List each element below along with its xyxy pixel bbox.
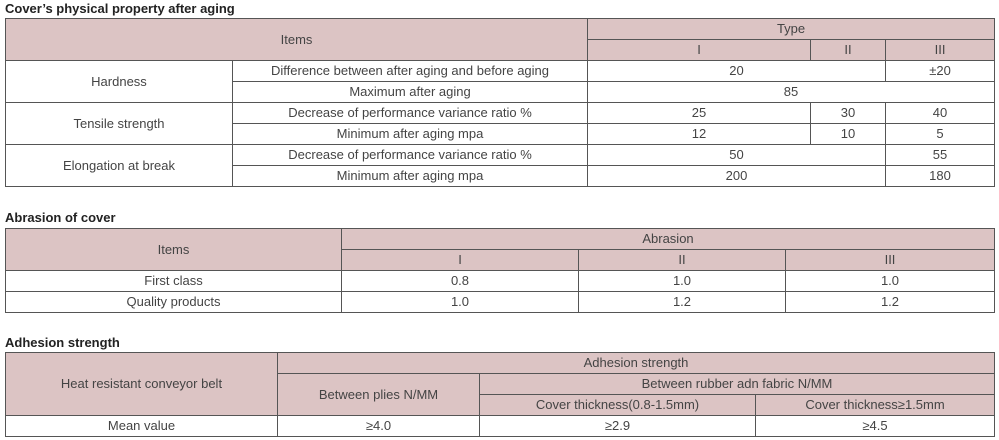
hardness-difference-iii: ±20 bbox=[886, 61, 995, 82]
section-title-adhesion: Adhesion strength bbox=[5, 335, 120, 350]
elongation-decrease-iii: 55 bbox=[886, 145, 995, 166]
abrasion-col-ii: II bbox=[579, 250, 786, 271]
between-plies-header: Between plies N/MM bbox=[278, 374, 480, 416]
type-col-ii: II bbox=[811, 40, 886, 61]
mean-value-label: Mean value bbox=[6, 416, 278, 437]
between-rubber-fabric-header: Between rubber adn fabric N/MM bbox=[480, 374, 995, 395]
mean-thick-value: ≥4.5 bbox=[756, 416, 995, 437]
abrasion-col-iii: III bbox=[786, 250, 995, 271]
abrasion-header: Abrasion bbox=[342, 229, 995, 250]
hardness-label: Hardness bbox=[6, 61, 233, 103]
items-header: Items bbox=[6, 19, 588, 61]
hardness-maximum-value: 85 bbox=[588, 82, 995, 103]
tensile-decrease-i: 25 bbox=[588, 103, 811, 124]
elongation-minimum-i-ii: 200 bbox=[588, 166, 886, 187]
physical-property-table bbox=[5, 18, 995, 187]
belt-header: Heat resistant conveyor belt bbox=[6, 353, 278, 416]
abrasion-row-label: First class bbox=[6, 271, 342, 292]
abrasion-value: 1.0 bbox=[786, 271, 995, 292]
abrasion-value: 1.2 bbox=[579, 292, 786, 313]
elongation-minimum-iii: 180 bbox=[886, 166, 995, 187]
table-row bbox=[6, 292, 995, 313]
adhesion-strength-header: Adhesion strength bbox=[278, 353, 995, 374]
abrasion-value: 1.0 bbox=[579, 271, 786, 292]
abrasion-value: 1.0 bbox=[342, 292, 579, 313]
elongation-label: Elongation at break bbox=[6, 145, 233, 187]
tensile-minimum-label: Minimum after aging mpa bbox=[233, 124, 588, 145]
abrasion-row-label: Quality products bbox=[6, 292, 342, 313]
adhesion-table bbox=[5, 352, 995, 437]
abrasion-items-header: Items bbox=[6, 229, 342, 271]
tensile-decrease-ii: 30 bbox=[811, 103, 886, 124]
abrasion-value: 0.8 bbox=[342, 271, 579, 292]
hardness-maximum-label: Maximum after aging bbox=[233, 82, 588, 103]
elongation-minimum-label: Minimum after aging mpa bbox=[233, 166, 588, 187]
elongation-decrease-label: Decrease of performance variance ratio % bbox=[233, 145, 588, 166]
cover-thick-header: Cover thickness≥1.5mm bbox=[756, 395, 995, 416]
tensile-decrease-iii: 40 bbox=[886, 103, 995, 124]
abrasion-col-i: I bbox=[342, 250, 579, 271]
section-title-abrasion: Abrasion of cover bbox=[5, 210, 116, 225]
type-header: Type bbox=[588, 19, 995, 40]
abrasion-value: 1.2 bbox=[786, 292, 995, 313]
section-title-physical-property: Cover’s physical property after aging bbox=[5, 1, 235, 16]
hardness-difference-i-ii: 20 bbox=[588, 61, 886, 82]
type-col-iii: III bbox=[886, 40, 995, 61]
tensile-minimum-i: 12 bbox=[588, 124, 811, 145]
table-row bbox=[6, 271, 995, 292]
hardness-difference-label: Difference between after aging and before aging bbox=[233, 61, 588, 82]
cover-thin-header: Cover thickness(0.8-1.5mm) bbox=[480, 395, 756, 416]
mean-thin-value: ≥2.9 bbox=[480, 416, 756, 437]
tensile-minimum-iii: 5 bbox=[886, 124, 995, 145]
elongation-decrease-i-ii: 50 bbox=[588, 145, 886, 166]
tensile-decrease-label: Decrease of performance variance ratio % bbox=[233, 103, 588, 124]
tensile-minimum-ii: 10 bbox=[811, 124, 886, 145]
tensile-label: Tensile strength bbox=[6, 103, 233, 145]
table-row bbox=[6, 416, 995, 437]
mean-plies-value: ≥4.0 bbox=[278, 416, 480, 437]
type-col-i: I bbox=[588, 40, 811, 61]
abrasion-table bbox=[5, 228, 995, 313]
